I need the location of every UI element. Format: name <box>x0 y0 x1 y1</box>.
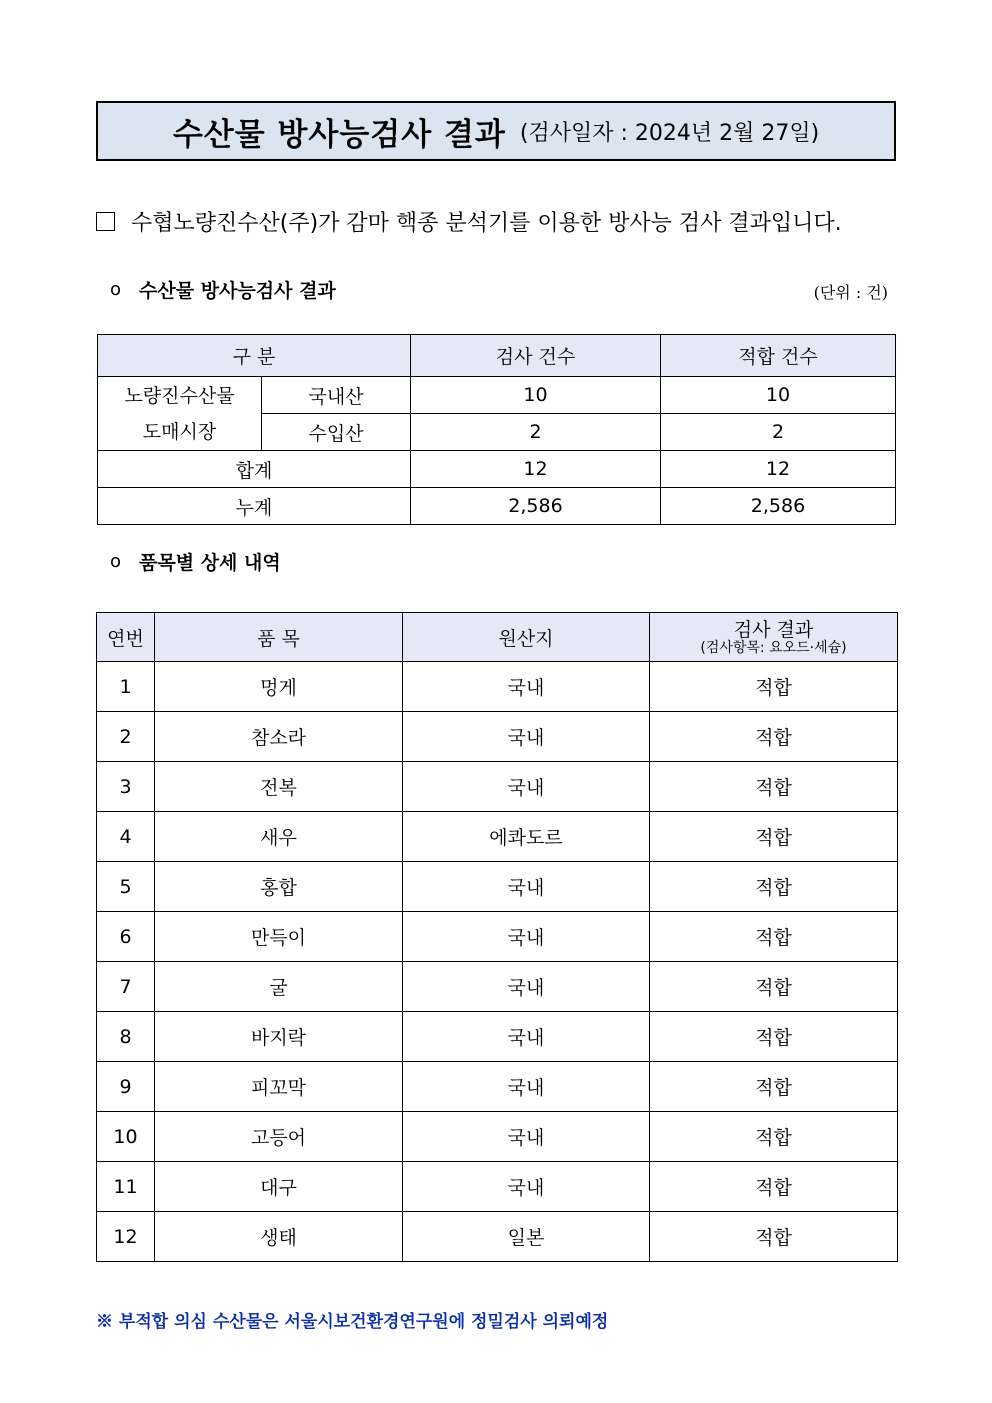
table-row <box>97 1062 898 1112</box>
result-cell: 적합 <box>650 1162 898 1212</box>
row-number-cell: 7 <box>97 962 155 1012</box>
item-cell: 전복 <box>155 762 403 812</box>
row-number-cell: 3 <box>97 762 155 812</box>
origin-cell: 국내 <box>403 912 650 962</box>
passed-cell: 10 <box>661 377 896 414</box>
total-row <box>98 451 896 488</box>
summary-section-title: 수산물 방사능검사 결과 <box>139 280 336 302</box>
header-tested: 검사 건수 <box>411 335 661 377</box>
detail-section-heading <box>110 548 281 575</box>
item-cell: 대구 <box>155 1162 403 1212</box>
total-label: 합계 <box>98 451 411 488</box>
result-cell: 적합 <box>650 962 898 1012</box>
intro-text: 수협노량진수산(주)가 감마 핵종 분석기를 이용한 방사능 검사 결과입니다. <box>131 211 842 236</box>
detail-table <box>96 612 898 1262</box>
item-cell: 생태 <box>155 1212 403 1262</box>
header-no: 연번 <box>97 613 155 662</box>
table-row <box>97 1162 898 1212</box>
cumulative-row <box>98 488 896 525</box>
item-cell: 고등어 <box>155 1112 403 1162</box>
header-item: 품 목 <box>155 613 403 662</box>
intro-line <box>96 206 842 237</box>
table-row <box>97 862 898 912</box>
table-row <box>97 762 898 812</box>
origin-cell: 국내 <box>403 962 650 1012</box>
cumulative-tested: 2,586 <box>411 488 661 525</box>
table-row <box>97 962 898 1012</box>
row-number-cell: 10 <box>97 1112 155 1162</box>
tested-cell: 2 <box>411 414 661 451</box>
table-row <box>97 812 898 862</box>
result-cell: 적합 <box>650 862 898 912</box>
row-number-cell: 11 <box>97 1162 155 1212</box>
result-cell: 적합 <box>650 912 898 962</box>
summary-header-row <box>98 335 896 377</box>
row-number-cell: 4 <box>97 812 155 862</box>
checkbox-icon <box>96 212 115 231</box>
header-result-sub: (검사항목: 요오드·세슘) <box>700 639 847 656</box>
bullet-circle-icon: o <box>110 551 122 572</box>
page-title: 수산물 방사능검사 결과 <box>172 116 506 153</box>
tested-cell: 10 <box>411 377 661 414</box>
row-number-cell: 8 <box>97 1012 155 1062</box>
result-cell: 적합 <box>650 1012 898 1062</box>
unit-label: (단위 : 건) <box>813 283 888 302</box>
table-row <box>97 712 898 762</box>
result-cell: 적합 <box>650 762 898 812</box>
origin-cell: 일본 <box>403 1212 650 1262</box>
bullet-circle-icon: o <box>110 279 122 300</box>
result-cell: 적합 <box>650 662 898 712</box>
table-row <box>97 1112 898 1162</box>
summary-section-heading <box>110 276 336 303</box>
row-number-cell: 2 <box>97 712 155 762</box>
result-cell: 적합 <box>650 1112 898 1162</box>
item-cell: 피꼬막 <box>155 1062 403 1112</box>
origin-cell: 에콰도르 <box>403 812 650 862</box>
detail-section-title: 품목별 상세 내역 <box>139 552 281 574</box>
passed-cell: 2 <box>661 414 896 451</box>
row-number-cell: 12 <box>97 1212 155 1262</box>
cumulative-label: 누계 <box>98 488 411 525</box>
inspection-date: (검사일자 : 2024년 2월 27일) <box>519 120 820 146</box>
item-cell: 굴 <box>155 962 403 1012</box>
origin-cell: 수입산 <box>262 414 411 451</box>
result-cell: 적합 <box>650 1062 898 1112</box>
table-row <box>97 912 898 962</box>
item-cell: 멍게 <box>155 662 403 712</box>
header-origin: 원산지 <box>403 613 650 662</box>
row-number-cell: 5 <box>97 862 155 912</box>
detail-body <box>97 662 898 1262</box>
item-cell: 새우 <box>155 812 403 862</box>
origin-cell: 국내 <box>403 1062 650 1112</box>
item-cell: 홍합 <box>155 862 403 912</box>
origin-cell: 국내 <box>403 662 650 712</box>
table-row <box>97 1012 898 1062</box>
item-cell: 바지락 <box>155 1012 403 1062</box>
header-result <box>650 613 898 662</box>
result-cell: 적합 <box>650 1212 898 1262</box>
summary-table <box>97 334 896 525</box>
table-row <box>98 377 896 414</box>
origin-cell: 국내 <box>403 1012 650 1062</box>
origin-cell: 국내 <box>403 762 650 812</box>
result-cell: 적합 <box>650 812 898 862</box>
detail-header-row <box>97 613 898 662</box>
origin-cell: 국내 <box>403 1162 650 1212</box>
result-cell: 적합 <box>650 712 898 762</box>
total-passed: 12 <box>661 451 896 488</box>
row-number-cell: 6 <box>97 912 155 962</box>
total-tested: 12 <box>411 451 661 488</box>
item-cell: 참소라 <box>155 712 403 762</box>
origin-cell: 국내 <box>403 712 650 762</box>
row-number-cell: 1 <box>97 662 155 712</box>
market-label-line1: 노량진수산물 <box>124 384 235 407</box>
table-row <box>97 1212 898 1262</box>
footnote: ※ 부적합 의심 수산물은 서울시보건환경연구원에 정밀검사 의뢰예정 <box>96 1312 609 1332</box>
title-box <box>96 101 896 161</box>
table-row <box>97 662 898 712</box>
header-result-label: 검사 결과 <box>733 618 814 641</box>
item-cell: 만득이 <box>155 912 403 962</box>
header-passed: 적합 건수 <box>661 335 896 377</box>
origin-cell: 국내산 <box>262 377 411 414</box>
row-number-cell: 9 <box>97 1062 155 1112</box>
origin-cell: 국내 <box>403 1112 650 1162</box>
origin-cell: 국내 <box>403 862 650 912</box>
market-label <box>98 377 262 451</box>
market-label-line2: 도매시장 <box>142 420 217 443</box>
cumulative-passed: 2,586 <box>661 488 896 525</box>
header-category: 구 분 <box>98 335 411 377</box>
